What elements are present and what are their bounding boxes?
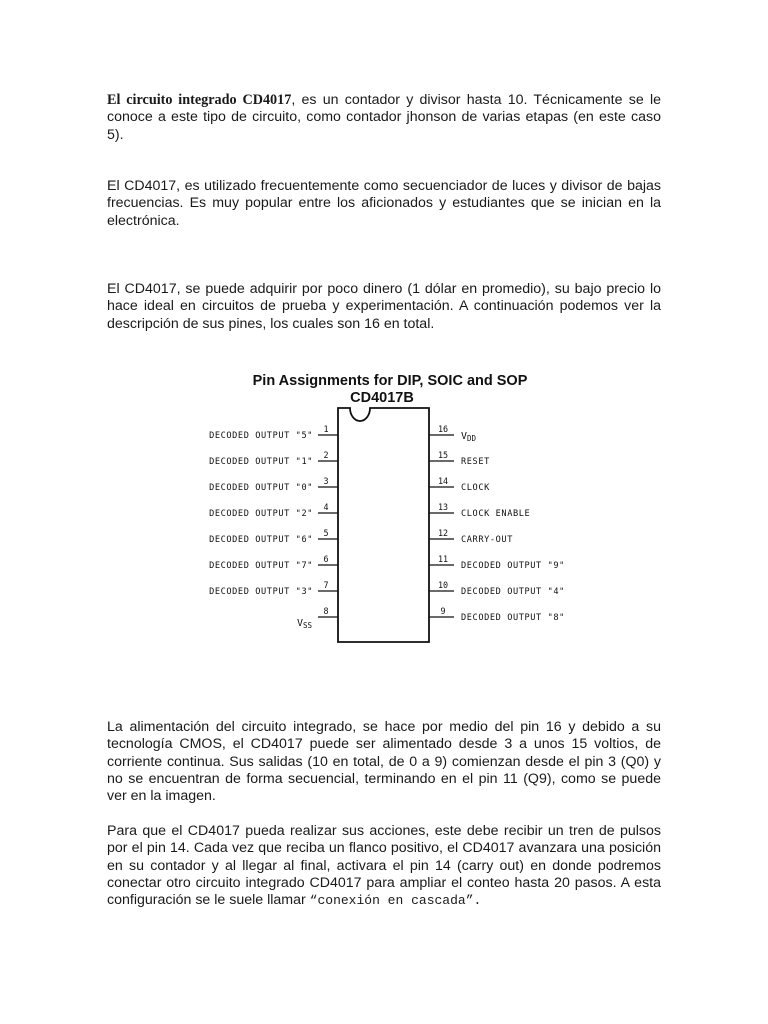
left-pin-group	[209, 424, 338, 630]
paragraph-intro	[107, 92, 661, 144]
supply-sub: DD	[467, 434, 477, 443]
pin-number: 5	[323, 528, 329, 538]
pin-label: DECODED OUTPUT "5"	[209, 431, 313, 441]
pin-label: DECODED OUTPUT "6"	[209, 535, 313, 545]
right-pin-group	[429, 424, 565, 623]
pin-label: DECODED OUTPUT "4"	[461, 587, 565, 597]
paragraph-power: La alimentación del circuito integrado, se hace por medio del pin 16 y debido a su tecnología CMOS, el CD4017 puede ser alimentado desde 3 a unos 15 voltios, de corriente continua. Sus salidas (10 en total, de 0 a 9) comienzan desde el pin 3 (Q0) y no se encuentran de forma secuencial, terminando en el pin 11 (Q9), como se puede ver en la imagen.	[107, 719, 661, 805]
paragraph-operation	[107, 823, 661, 909]
pin-label-supply	[461, 431, 477, 443]
pin-label: DECODED OUTPUT "3"	[209, 587, 313, 597]
pin-label: DECODED OUTPUT "9"	[461, 561, 565, 571]
supply-main: V	[461, 431, 468, 442]
pin-number: 9	[440, 606, 446, 616]
pin-number: 14	[437, 476, 449, 486]
pin-label-supply	[297, 618, 313, 630]
pin-label: DECODED OUTPUT "8"	[461, 613, 565, 623]
pin-label: RESET	[461, 457, 490, 467]
cascade-term: “conexión en cascada”.	[309, 893, 482, 909]
paragraph-price: El CD4017, se puede adquirir por poco dinero (1 dólar en promedio), su bajo precio lo hace ideal en circuitos de prueba y experimentación. A continuación podemos ver la descripción de sus pines, los cuales son 16 en total.	[107, 281, 661, 332]
pin-number: 7	[323, 580, 329, 590]
pin-number: 11	[437, 554, 449, 564]
pin-number: 16	[437, 424, 449, 434]
pin-number: 3	[323, 476, 329, 486]
paragraph-uses: El CD4017, es utilizado frecuentemente como secuenciador de luces y divisor de bajas frecuencias. Es muy popular entre los aficionados y estudiantes que se inician en la electrónica.	[107, 178, 661, 229]
pin-label: DECODED OUTPUT "2"	[209, 509, 313, 519]
supply-main: V	[296, 618, 303, 629]
figure-subtitle: CD4017B	[350, 390, 414, 406]
pin-diagram	[200, 365, 580, 655]
intro-text: , es un contador y divisor hasta 10. Técnicamente se le conoce a este tipo de circuito, como contador jhonson de varias etapas (en este caso 5).	[107, 92, 661, 143]
pin-label: DECODED OUTPUT "7"	[209, 561, 313, 571]
pin-number: 10	[437, 580, 449, 590]
pin-number: 15	[437, 450, 449, 460]
pin-label: CLOCK ENABLE	[461, 509, 531, 519]
pin-label: DECODED OUTPUT "1"	[209, 457, 313, 467]
pin-label: DECODED OUTPUT "0"	[209, 483, 313, 493]
pin-number: 4	[323, 502, 329, 512]
intro-bold-lead: El circuito integrado CD4017	[107, 92, 292, 108]
pin-label: CARRY-OUT	[461, 535, 513, 545]
pin-number: 13	[437, 502, 449, 512]
pin-number: 12	[437, 528, 449, 538]
pin-label: CLOCK	[461, 483, 490, 493]
chip-body	[338, 408, 429, 642]
supply-sub: SS	[302, 621, 312, 630]
pin-diagram-figure	[200, 365, 580, 655]
pin-number: 8	[323, 606, 329, 616]
pin-number: 2	[323, 450, 329, 460]
pin-number: 6	[323, 554, 329, 564]
figure-title: Pin Assignments for DIP, SOIC and SOP	[252, 373, 528, 389]
pin-number: 1	[323, 424, 329, 434]
operation-text: Para que el CD4017 pueda realizar sus acciones, este debe recibir un tren de pulsos por el pin 14. Cada vez que reciba un flanco positivo, el CD4017 avanzara una posición en su contador y al llegar al final, activara el pin 14 (carry out) en donde podremos conectar otro circuito integrado CD4017 para ampliar el conteo hasta 20 pasos. A esta configuración se le suele llamar	[107, 823, 661, 909]
